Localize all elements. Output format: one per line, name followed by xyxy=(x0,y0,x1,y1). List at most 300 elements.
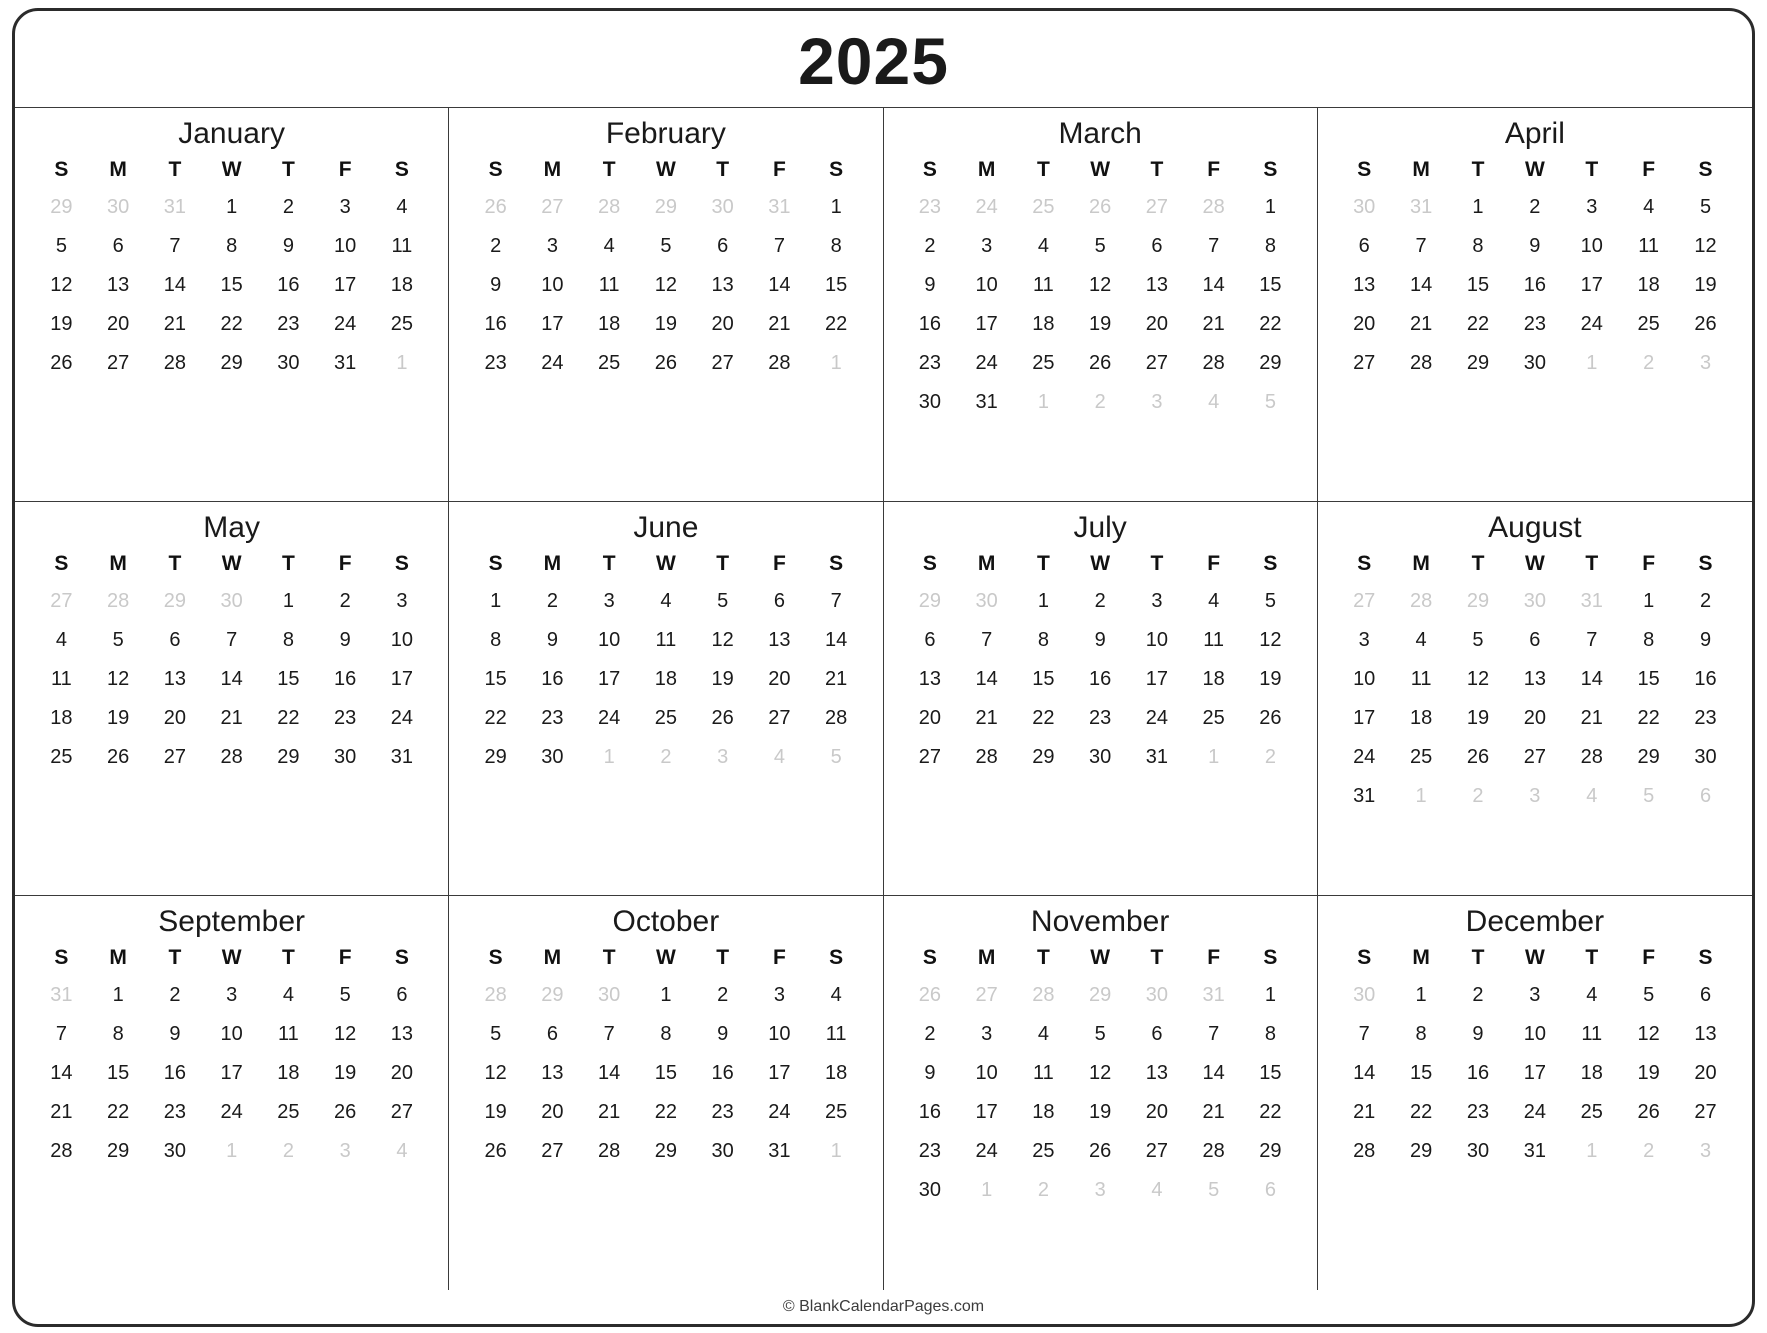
day-cell[interactable]: 3 xyxy=(981,234,993,257)
day-cell[interactable]: 22 xyxy=(654,1100,677,1123)
day-cell[interactable]: 5 xyxy=(1094,1022,1106,1045)
day-cell[interactable]: 16 xyxy=(484,312,507,335)
day-cell[interactable]: 11 xyxy=(655,628,677,651)
day-cell[interactable]: 5 xyxy=(490,1022,502,1045)
day-cell-adjacent-month[interactable]: 1 xyxy=(830,1139,842,1162)
day-cell[interactable]: 15 xyxy=(1637,667,1660,690)
day-cell[interactable]: 5 xyxy=(1264,589,1276,612)
day-cell[interactable]: 31 xyxy=(390,745,413,768)
day-cell[interactable]: 11 xyxy=(1581,1022,1603,1045)
day-cell[interactable]: 4 xyxy=(55,628,67,651)
day-cell[interactable]: 28 xyxy=(825,706,848,729)
day-cell[interactable]: 29 xyxy=(277,745,300,768)
day-cell[interactable]: 13 xyxy=(163,667,186,690)
day-cell[interactable]: 8 xyxy=(490,628,502,651)
day-cell-adjacent-month[interactable]: 23 xyxy=(918,195,941,218)
day-cell[interactable]: 9 xyxy=(282,234,294,257)
day-cell[interactable]: 3 xyxy=(1529,983,1541,1006)
day-cell[interactable]: 4 xyxy=(603,234,615,257)
day-cell[interactable]: 4 xyxy=(1586,983,1598,1006)
day-cell[interactable]: 17 xyxy=(334,273,357,296)
day-cell[interactable]: 1 xyxy=(830,195,842,218)
day-cell[interactable]: 27 xyxy=(1145,351,1168,374)
day-cell[interactable]: 25 xyxy=(277,1100,300,1123)
day-cell-adjacent-month[interactable]: 2 xyxy=(282,1139,294,1162)
day-cell[interactable]: 11 xyxy=(1032,1061,1054,1084)
day-cell[interactable]: 2 xyxy=(169,983,181,1006)
day-cell-adjacent-month[interactable]: 28 xyxy=(107,589,130,612)
day-cell-adjacent-month[interactable]: 2 xyxy=(660,745,672,768)
day-cell[interactable]: 17 xyxy=(598,667,621,690)
day-cell[interactable]: 8 xyxy=(226,234,238,257)
day-cell[interactable]: 24 xyxy=(1353,745,1376,768)
day-cell[interactable]: 26 xyxy=(1694,312,1717,335)
day-cell[interactable]: 24 xyxy=(334,312,357,335)
day-cell-adjacent-month[interactable]: 28 xyxy=(1032,983,1055,1006)
day-cell[interactable]: 26 xyxy=(484,1139,507,1162)
day-cell[interactable]: 13 xyxy=(711,273,734,296)
day-cell[interactable]: 10 xyxy=(541,273,564,296)
day-cell-adjacent-month[interactable]: 29 xyxy=(1466,589,1490,612)
day-cell-adjacent-month[interactable]: 3 xyxy=(1699,351,1712,374)
day-cell-adjacent-month[interactable]: 30 xyxy=(1353,195,1376,218)
day-cell-adjacent-month[interactable]: 5 xyxy=(830,745,842,768)
day-cell-adjacent-month[interactable]: 1 xyxy=(1037,390,1049,413)
day-cell[interactable]: 5 xyxy=(660,234,672,257)
day-cell-adjacent-month[interactable]: 29 xyxy=(654,195,677,218)
day-cell[interactable]: 9 xyxy=(490,273,502,296)
day-cell-adjacent-month[interactable]: 29 xyxy=(50,195,73,218)
day-cell[interactable]: 22 xyxy=(1637,706,1660,729)
day-cell-adjacent-month[interactable]: 5 xyxy=(1264,390,1276,413)
day-cell[interactable]: 1 xyxy=(112,983,124,1006)
day-cell[interactable]: 6 xyxy=(112,234,124,257)
day-cell[interactable]: 11 xyxy=(1638,234,1660,257)
day-cell-adjacent-month[interactable]: 5 xyxy=(1643,784,1655,807)
day-cell[interactable]: 19 xyxy=(1259,667,1282,690)
day-cell[interactable]: 15 xyxy=(654,1061,677,1084)
day-cell[interactable]: 17 xyxy=(220,1061,243,1084)
day-cell[interactable]: 22 xyxy=(1259,1100,1282,1123)
day-cell[interactable]: 6 xyxy=(1151,234,1163,257)
day-cell[interactable]: 19 xyxy=(1089,312,1112,335)
day-cell-adjacent-month[interactable]: 1 xyxy=(396,351,408,374)
day-cell[interactable]: 21 xyxy=(1353,1100,1376,1123)
day-cell[interactable]: 26 xyxy=(1259,706,1282,729)
day-cell[interactable]: 31 xyxy=(1353,784,1376,807)
day-cell[interactable]: 4 xyxy=(1037,234,1049,257)
day-cell-adjacent-month[interactable]: 30 xyxy=(598,983,621,1006)
day-cell[interactable]: 20 xyxy=(541,1100,564,1123)
day-cell[interactable]: 25 xyxy=(654,706,677,729)
day-cell[interactable]: 10 xyxy=(390,628,413,651)
day-cell[interactable]: 12 xyxy=(50,273,73,296)
day-cell-adjacent-month[interactable]: 3 xyxy=(1151,390,1163,413)
day-cell[interactable]: 20 xyxy=(1145,1100,1168,1123)
day-cell[interactable]: 31 xyxy=(334,351,357,374)
day-cell[interactable]: 7 xyxy=(1586,628,1598,651)
day-cell[interactable]: 9 xyxy=(1472,1022,1484,1045)
day-cell[interactable]: 3 xyxy=(603,589,615,612)
day-cell[interactable]: 21 xyxy=(163,312,186,335)
day-cell[interactable]: 13 xyxy=(1694,1022,1717,1045)
day-cell[interactable]: 8 xyxy=(1643,628,1655,651)
day-cell[interactable]: 26 xyxy=(334,1100,357,1123)
day-cell-adjacent-month[interactable]: 30 xyxy=(107,195,130,218)
day-cell[interactable]: 19 xyxy=(50,312,73,335)
day-cell[interactable]: 5 xyxy=(339,983,351,1006)
day-cell[interactable]: 1 xyxy=(490,589,502,612)
day-cell[interactable]: 24 xyxy=(541,351,564,374)
day-cell[interactable]: 4 xyxy=(1415,628,1427,651)
day-cell[interactable]: 13 xyxy=(1353,273,1376,296)
day-cell-adjacent-month[interactable]: 30 xyxy=(711,195,734,218)
day-cell-adjacent-month[interactable]: 29 xyxy=(541,983,564,1006)
day-cell[interactable]: 24 xyxy=(975,1139,998,1162)
day-cell-adjacent-month[interactable]: 1 xyxy=(603,745,615,768)
day-cell[interactable]: 8 xyxy=(1037,628,1049,651)
day-cell[interactable]: 29 xyxy=(107,1139,130,1162)
day-cell[interactable]: 24 xyxy=(975,351,998,374)
day-cell[interactable]: 27 xyxy=(541,1139,564,1162)
day-cell[interactable]: 23 xyxy=(484,351,507,374)
day-cell[interactable]: 9 xyxy=(924,273,936,296)
day-cell[interactable]: 12 xyxy=(107,667,130,690)
day-cell[interactable]: 7 xyxy=(1208,234,1220,257)
day-cell[interactable]: 15 xyxy=(1259,1061,1282,1084)
day-cell[interactable]: 27 xyxy=(390,1100,413,1123)
day-cell[interactable]: 17 xyxy=(1580,273,1603,296)
day-cell-adjacent-month[interactable]: 4 xyxy=(1586,784,1598,807)
day-cell[interactable]: 13 xyxy=(107,273,130,296)
day-cell[interactable]: 31 xyxy=(1145,745,1168,768)
day-cell[interactable]: 20 xyxy=(390,1061,413,1084)
day-cell[interactable]: 25 xyxy=(50,745,73,768)
day-cell-adjacent-month[interactable]: 29 xyxy=(1089,983,1112,1006)
day-cell[interactable]: 29 xyxy=(1259,351,1282,374)
day-cell[interactable]: 11 xyxy=(391,234,413,257)
day-cell[interactable]: 15 xyxy=(1466,273,1490,296)
day-cell[interactable]: 22 xyxy=(277,706,300,729)
day-cell-adjacent-month[interactable]: 2 xyxy=(1094,390,1106,413)
day-cell[interactable]: 3 xyxy=(546,234,558,257)
day-cell[interactable]: 11 xyxy=(598,273,620,296)
day-cell[interactable]: 11 xyxy=(50,667,72,690)
day-cell[interactable]: 15 xyxy=(1032,667,1055,690)
day-cell[interactable]: 2 xyxy=(1094,589,1106,612)
day-cell[interactable]: 31 xyxy=(975,390,998,413)
day-cell-adjacent-month[interactable]: 30 xyxy=(220,589,243,612)
day-cell[interactable]: 13 xyxy=(541,1061,564,1084)
day-cell[interactable]: 23 xyxy=(541,706,564,729)
day-cell[interactable]: 24 xyxy=(768,1100,791,1123)
day-cell[interactable]: 10 xyxy=(598,628,621,651)
day-cell[interactable]: 23 xyxy=(277,312,300,335)
day-cell[interactable]: 7 xyxy=(226,628,238,651)
day-cell[interactable]: 5 xyxy=(1472,628,1484,651)
day-cell[interactable]: 23 xyxy=(1466,1100,1490,1123)
day-cell[interactable]: 14 xyxy=(1409,273,1433,296)
day-cell[interactable]: 27 xyxy=(1145,1139,1168,1162)
day-cell[interactable]: 14 xyxy=(1202,1061,1225,1084)
day-cell[interactable]: 23 xyxy=(1523,312,1546,335)
day-cell[interactable]: 13 xyxy=(918,667,941,690)
day-cell[interactable]: 3 xyxy=(1151,589,1163,612)
day-cell[interactable]: 27 xyxy=(107,351,130,374)
day-cell[interactable]: 12 xyxy=(1637,1022,1660,1045)
day-cell[interactable]: 7 xyxy=(1208,1022,1220,1045)
day-cell[interactable]: 25 xyxy=(1202,706,1225,729)
day-cell[interactable]: 14 xyxy=(1353,1061,1376,1084)
day-cell[interactable]: 11 xyxy=(825,1022,847,1045)
day-cell[interactable]: 21 xyxy=(975,706,998,729)
day-cell[interactable]: 22 xyxy=(220,312,243,335)
day-cell-adjacent-month[interactable]: 2 xyxy=(1264,745,1276,768)
day-cell[interactable]: 16 xyxy=(1089,667,1112,690)
day-cell[interactable]: 29 xyxy=(220,351,243,374)
day-cell[interactable]: 24 xyxy=(1523,1100,1546,1123)
day-cell[interactable]: 20 xyxy=(1353,312,1376,335)
day-cell[interactable]: 29 xyxy=(484,745,507,768)
day-cell[interactable]: 30 xyxy=(334,745,357,768)
day-cell[interactable]: 1 xyxy=(282,589,294,612)
day-cell[interactable]: 10 xyxy=(1523,1022,1546,1045)
day-cell[interactable]: 12 xyxy=(654,273,677,296)
day-cell-adjacent-month[interactable]: 31 xyxy=(768,195,791,218)
day-cell[interactable]: 16 xyxy=(1523,273,1546,296)
day-cell[interactable]: 10 xyxy=(334,234,357,257)
day-cell[interactable]: 16 xyxy=(541,667,564,690)
day-cell[interactable]: 10 xyxy=(1580,234,1603,257)
day-cell[interactable]: 2 xyxy=(924,234,936,257)
day-cell-adjacent-month[interactable]: 1 xyxy=(1586,351,1598,374)
day-cell[interactable]: 30 xyxy=(1694,745,1717,768)
day-cell[interactable]: 5 xyxy=(55,234,67,257)
day-cell[interactable]: 3 xyxy=(226,983,238,1006)
day-cell[interactable]: 29 xyxy=(1409,1139,1433,1162)
day-cell[interactable]: 25 xyxy=(390,312,413,335)
day-cell[interactable]: 17 xyxy=(975,312,998,335)
day-cell[interactable]: 17 xyxy=(541,312,564,335)
day-cell[interactable]: 6 xyxy=(1358,234,1370,257)
day-cell[interactable]: 6 xyxy=(773,589,785,612)
day-cell[interactable]: 24 xyxy=(1580,312,1603,335)
day-cell[interactable]: 3 xyxy=(1358,628,1370,651)
day-cell-adjacent-month[interactable]: 31 xyxy=(163,195,186,218)
day-cell[interactable]: 16 xyxy=(1694,667,1717,690)
day-cell[interactable]: 7 xyxy=(55,1022,67,1045)
day-cell[interactable]: 10 xyxy=(975,273,998,296)
day-cell[interactable]: 27 xyxy=(1523,745,1546,768)
day-cell[interactable]: 21 xyxy=(825,667,848,690)
day-cell[interactable]: 29 xyxy=(1032,745,1055,768)
day-cell-adjacent-month[interactable]: 30 xyxy=(1145,983,1168,1006)
day-cell[interactable]: 20 xyxy=(918,706,941,729)
day-cell[interactable]: 1 xyxy=(226,195,238,218)
day-cell[interactable]: 20 xyxy=(711,312,734,335)
day-cell[interactable]: 12 xyxy=(334,1022,357,1045)
day-cell[interactable]: 22 xyxy=(1032,706,1055,729)
day-cell[interactable]: 9 xyxy=(1699,628,1712,651)
day-cell[interactable]: 18 xyxy=(654,667,677,690)
day-cell[interactable]: 19 xyxy=(654,312,677,335)
day-cell[interactable]: 1 xyxy=(660,983,672,1006)
day-cell[interactable]: 17 xyxy=(1523,1061,1546,1084)
day-cell[interactable]: 14 xyxy=(768,273,791,296)
day-cell[interactable]: 26 xyxy=(107,745,130,768)
day-cell[interactable]: 19 xyxy=(1466,706,1490,729)
day-cell[interactable]: 29 xyxy=(1259,1139,1282,1162)
day-cell[interactable]: 20 xyxy=(1523,706,1546,729)
day-cell[interactable]: 20 xyxy=(107,312,130,335)
day-cell[interactable]: 10 xyxy=(768,1022,791,1045)
day-cell[interactable]: 22 xyxy=(825,312,848,335)
day-cell-adjacent-month[interactable]: 27 xyxy=(50,589,73,612)
day-cell[interactable]: 2 xyxy=(490,234,502,257)
day-cell[interactable]: 4 xyxy=(1037,1022,1049,1045)
day-cell[interactable]: 9 xyxy=(924,1061,936,1084)
day-cell[interactable]: 20 xyxy=(768,667,791,690)
day-cell[interactable]: 12 xyxy=(1089,273,1112,296)
day-cell[interactable]: 6 xyxy=(1699,983,1712,1006)
day-cell[interactable]: 13 xyxy=(768,628,791,651)
day-cell[interactable]: 30 xyxy=(541,745,564,768)
day-cell[interactable]: 16 xyxy=(918,312,941,335)
day-cell[interactable]: 6 xyxy=(1151,1022,1163,1045)
day-cell[interactable]: 30 xyxy=(1523,351,1546,374)
day-cell-adjacent-month[interactable]: 1 xyxy=(830,351,842,374)
day-cell[interactable]: 25 xyxy=(1409,745,1433,768)
day-cell-adjacent-month[interactable]: 2 xyxy=(1037,1178,1049,1201)
day-cell[interactable]: 7 xyxy=(603,1022,615,1045)
day-cell[interactable]: 27 xyxy=(1694,1100,1717,1123)
day-cell[interactable]: 21 xyxy=(1409,312,1433,335)
day-cell[interactable]: 12 xyxy=(711,628,734,651)
day-cell[interactable]: 2 xyxy=(282,195,294,218)
day-cell-adjacent-month[interactable]: 4 xyxy=(1151,1178,1163,1201)
day-cell-adjacent-month[interactable]: 1 xyxy=(1586,1139,1598,1162)
day-cell[interactable]: 26 xyxy=(654,351,677,374)
day-cell[interactable]: 26 xyxy=(711,706,734,729)
day-cell[interactable]: 23 xyxy=(918,351,941,374)
day-cell-adjacent-month[interactable]: 30 xyxy=(975,589,998,612)
day-cell-adjacent-month[interactable]: 3 xyxy=(1094,1178,1106,1201)
day-cell[interactable]: 30 xyxy=(918,1178,941,1201)
day-cell[interactable]: 23 xyxy=(163,1100,186,1123)
day-cell[interactable]: 15 xyxy=(277,667,300,690)
day-cell[interactable]: 17 xyxy=(390,667,413,690)
day-cell[interactable]: 2 xyxy=(546,589,558,612)
day-cell[interactable]: 2 xyxy=(717,983,729,1006)
day-cell-adjacent-month[interactable]: 31 xyxy=(1580,589,1603,612)
day-cell-adjacent-month[interactable]: 28 xyxy=(598,195,621,218)
day-cell[interactable]: 19 xyxy=(711,667,734,690)
day-cell[interactable]: 25 xyxy=(825,1100,848,1123)
day-cell-adjacent-month[interactable]: 26 xyxy=(1089,195,1112,218)
day-cell-adjacent-month[interactable]: 3 xyxy=(339,1139,351,1162)
day-cell-adjacent-month[interactable]: 6 xyxy=(1264,1178,1276,1201)
day-cell-adjacent-month[interactable]: 27 xyxy=(1145,195,1168,218)
day-cell[interactable]: 7 xyxy=(1415,234,1427,257)
day-cell-adjacent-month[interactable]: 28 xyxy=(1409,589,1433,612)
day-cell-adjacent-month[interactable]: 1 xyxy=(981,1178,993,1201)
day-cell[interactable]: 27 xyxy=(918,745,941,768)
day-cell[interactable]: 29 xyxy=(1637,745,1660,768)
day-cell[interactable]: 17 xyxy=(1353,706,1376,729)
day-cell[interactable]: 30 xyxy=(277,351,300,374)
day-cell-adjacent-month[interactable]: 27 xyxy=(975,983,998,1006)
day-cell-adjacent-month[interactable]: 31 xyxy=(50,983,73,1006)
day-cell[interactable]: 9 xyxy=(169,1022,181,1045)
day-cell-adjacent-month[interactable]: 28 xyxy=(1202,195,1225,218)
day-cell[interactable]: 15 xyxy=(1259,273,1282,296)
day-cell[interactable]: 14 xyxy=(50,1061,73,1084)
day-cell[interactable]: 8 xyxy=(1472,234,1484,257)
day-cell[interactable]: 2 xyxy=(924,1022,936,1045)
day-cell[interactable]: 23 xyxy=(1694,706,1717,729)
day-cell[interactable]: 21 xyxy=(50,1100,73,1123)
day-cell[interactable]: 19 xyxy=(334,1061,357,1084)
day-cell[interactable]: 14 xyxy=(1580,667,1603,690)
day-cell[interactable]: 18 xyxy=(1580,1061,1603,1084)
day-cell[interactable]: 8 xyxy=(1264,1022,1276,1045)
day-cell[interactable]: 21 xyxy=(1580,706,1603,729)
day-cell-adjacent-month[interactable]: 24 xyxy=(975,195,998,218)
day-cell[interactable]: 30 xyxy=(1089,745,1112,768)
day-cell[interactable]: 14 xyxy=(1202,273,1225,296)
day-cell[interactable]: 28 xyxy=(598,1139,621,1162)
day-cell[interactable]: 4 xyxy=(396,195,408,218)
day-cell[interactable]: 21 xyxy=(1202,1100,1225,1123)
day-cell[interactable]: 18 xyxy=(598,312,621,335)
day-cell[interactable]: 4 xyxy=(660,589,672,612)
day-cell[interactable]: 7 xyxy=(169,234,181,257)
day-cell-adjacent-month[interactable]: 2 xyxy=(1643,1139,1655,1162)
day-cell[interactable]: 10 xyxy=(1145,628,1168,651)
day-cell[interactable]: 5 xyxy=(1699,195,1712,218)
day-cell[interactable]: 11 xyxy=(277,1022,299,1045)
day-cell[interactable]: 10 xyxy=(1353,667,1376,690)
day-cell-adjacent-month[interactable]: 26 xyxy=(918,983,941,1006)
day-cell[interactable]: 1 xyxy=(1643,589,1655,612)
day-cell[interactable]: 3 xyxy=(1586,195,1598,218)
day-cell[interactable]: 5 xyxy=(1094,234,1106,257)
day-cell[interactable]: 22 xyxy=(1409,1100,1433,1123)
day-cell[interactable]: 18 xyxy=(390,273,413,296)
day-cell-adjacent-month[interactable]: 2 xyxy=(1472,784,1484,807)
day-cell[interactable]: 11 xyxy=(1410,667,1432,690)
day-cell[interactable]: 15 xyxy=(484,667,507,690)
day-cell-adjacent-month[interactable]: 3 xyxy=(717,745,729,768)
day-cell[interactable]: 22 xyxy=(107,1100,130,1123)
day-cell[interactable]: 23 xyxy=(711,1100,734,1123)
day-cell-adjacent-month[interactable]: 3 xyxy=(1699,1139,1712,1162)
day-cell[interactable]: 16 xyxy=(711,1061,734,1084)
day-cell[interactable]: 15 xyxy=(1409,1061,1433,1084)
day-cell[interactable]: 17 xyxy=(768,1061,791,1084)
day-cell[interactable]: 4 xyxy=(1208,589,1220,612)
day-cell[interactable]: 14 xyxy=(825,628,848,651)
day-cell[interactable]: 2 xyxy=(1699,589,1712,612)
day-cell-adjacent-month[interactable]: 27 xyxy=(1353,589,1376,612)
day-cell[interactable]: 15 xyxy=(107,1061,130,1084)
day-cell[interactable]: 6 xyxy=(396,983,408,1006)
day-cell[interactable]: 15 xyxy=(825,273,848,296)
day-cell-adjacent-month[interactable]: 29 xyxy=(918,589,941,612)
day-cell[interactable]: 26 xyxy=(1089,351,1112,374)
day-cell[interactable]: 25 xyxy=(1580,1100,1603,1123)
day-cell[interactable]: 18 xyxy=(1637,273,1660,296)
